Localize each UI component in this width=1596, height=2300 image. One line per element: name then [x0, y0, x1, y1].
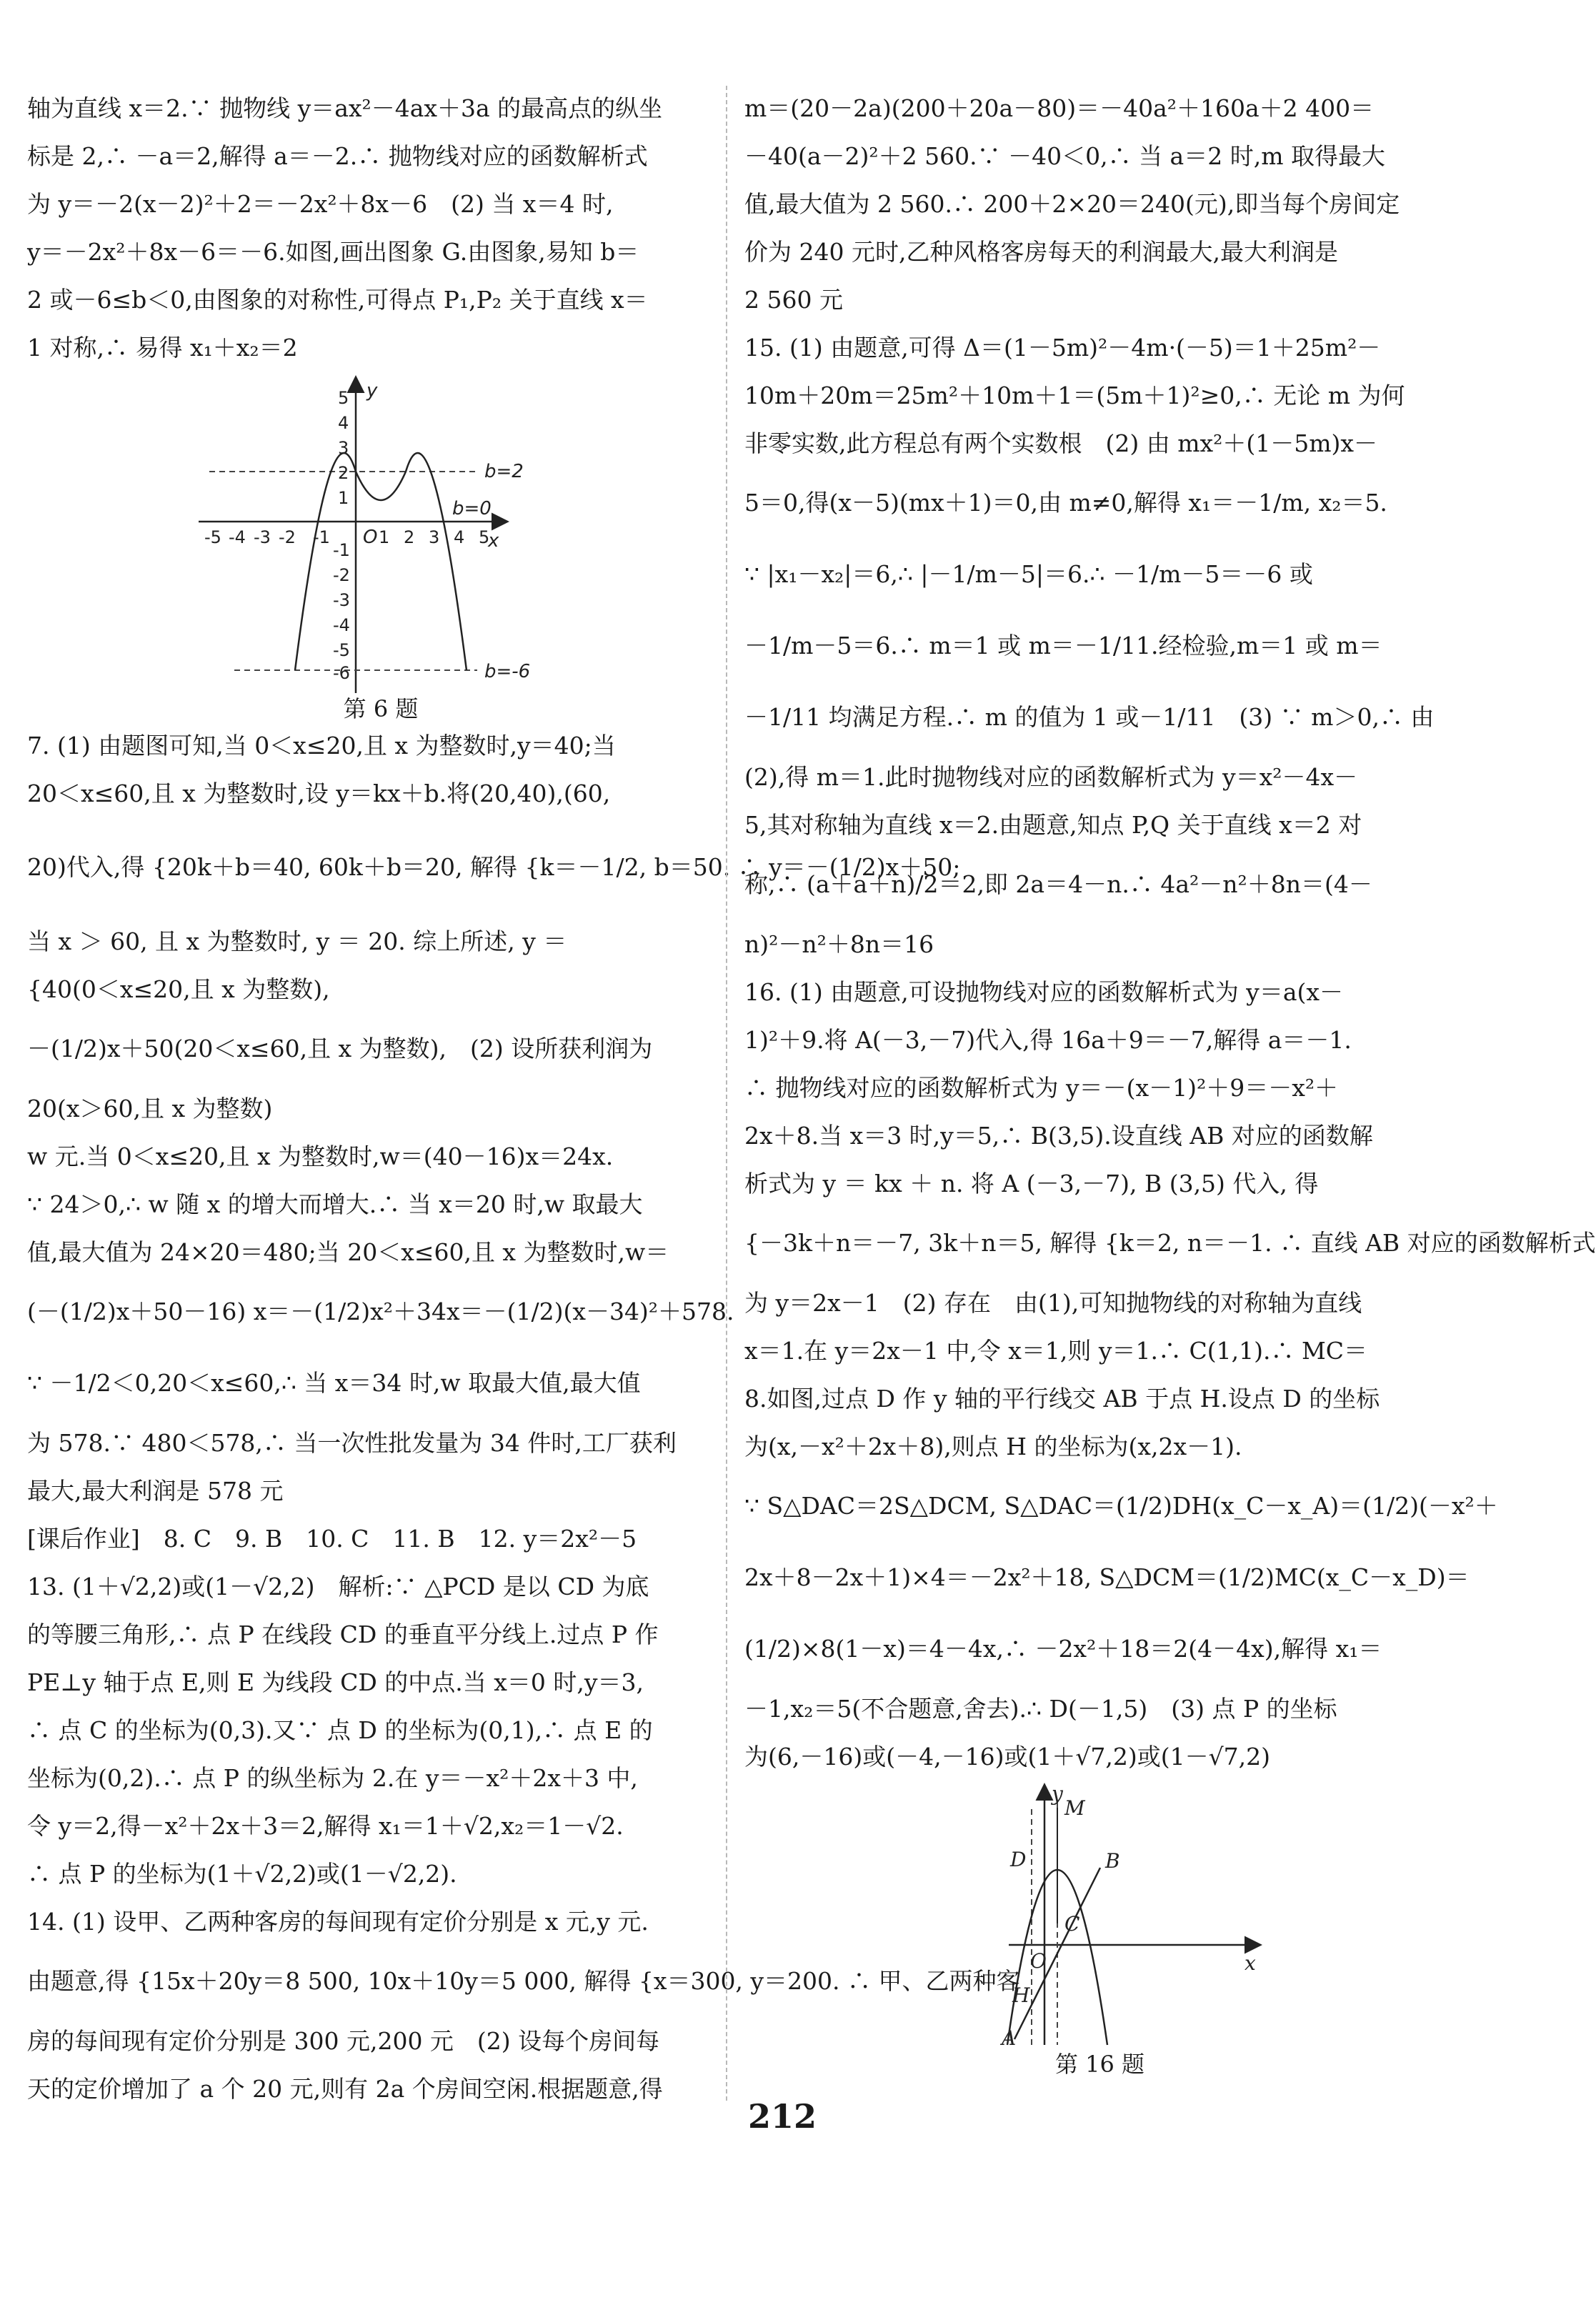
- x-tick: 1: [379, 527, 390, 547]
- text-line: ∵ |x₁－x₂|＝6,∴ |－1/m－5|＝6.∴ －1/m－5＝－6 或: [744, 560, 1313, 588]
- figure-q6: [27, 372, 734, 722]
- q15-answer-text: [744, 324, 1455, 968]
- text-line: ∵ －1/2＜0,20＜x≤60,∴ 当 x＝34 时,w 取最大值,最大值: [27, 1369, 641, 1397]
- text-line: 值,最大值为 24×20＝480;当 20＜x≤60,且 x 为整数时,w＝: [27, 1238, 669, 1266]
- text-line: PE⊥y 轴于点 E,则 E 为线段 CD 的中点.当 x＝0 时,y＝3,: [27, 1668, 644, 1696]
- q6-answer-text: [27, 84, 734, 372]
- text-line: 14. (1) 设甲、乙两种客房的每间现有定价分别是 x 元,y 元.: [27, 1908, 649, 1936]
- q14-continued-text: [744, 84, 1455, 324]
- figure-q6-graph: [27, 372, 734, 693]
- text-line: 非零实数,此方程总有两个实数根 (2) 由 mx²＋(1－5m)x－: [744, 429, 1377, 457]
- y-tick: -5: [333, 640, 350, 660]
- text-line: 20(x＞60,且 x 为整数): [27, 1095, 273, 1122]
- text-line: 1)²＋9.将 A(－3,－7)代入,得 16a＋9＝－7,解得 a＝－1.: [744, 1026, 1352, 1054]
- y-axis-label: y: [366, 380, 378, 402]
- text-line: {－3k＋n＝－7, 3k＋n＝5, 解得 {k＝2, n＝－1. ∴ 直线 AB 对应的函数解析式: [744, 1229, 1596, 1257]
- text-line: 1 对称,∴ 易得 x₁＋x₂＝2: [27, 334, 298, 362]
- text-line: x＝1.在 y＝2x－1 中,令 x＝1,则 y＝1.∴ C(1,1).∴ MC＝: [744, 1337, 1368, 1365]
- text-line: 2x＋8.当 x＝3 时,y＝5,∴ B(3,5).设直线 AB 对应的函数解: [744, 1122, 1373, 1150]
- text-line: (1/2)×8(1－x)＝4－4x,∴ －2x²＋18＝2(4－4x),解得 x₁＝: [744, 1635, 1382, 1663]
- text-line: 标是 2,∴ －a＝2,解得 a＝－2.∴ 抛物线对应的函数解析式: [27, 142, 648, 170]
- y-tick: -1: [333, 540, 350, 560]
- text-line: 称,∴ (a＋a＋n)/2＝2,即 2a＝4－n.∴ 4a²－n²＋8n＝(4－: [744, 870, 1372, 898]
- figure-caption: 第 6 题: [343, 695, 419, 722]
- figure-caption: 第 16 题: [1054, 2051, 1145, 2078]
- line-label: b=2: [484, 461, 524, 482]
- text-line: 8.如图,过点 D 作 y 轴的平行线交 AB 于点 H.设点 D 的坐标: [744, 1385, 1380, 1413]
- q14-answer-text: [27, 1898, 1020, 2113]
- text-line: 房的每间现有定价分别是 300 元,200 元 (2) 设每个房间每: [27, 2027, 660, 2055]
- y-tick: 4: [338, 413, 349, 433]
- text-line: y＝－2x²＋8x－6＝－6.如图,画出图象 G.由图象,易知 b＝: [27, 238, 639, 266]
- x-tick: 4: [454, 527, 465, 547]
- column-divider: [726, 86, 727, 2101]
- text-line: m＝(20－2a)(200＋20a－80)＝－40a²＋160a＋2 400＝: [744, 94, 1375, 122]
- text-line: 值,最大值为 2 560.∴ 200＋2×20＝240(元),即当每个房间定: [744, 190, 1400, 218]
- text-line: 20)代入,得 {20k＋b＝40, 60k＋b＝20, 解得 {k＝－1/2, b＝50. ∴ y＝－(1/2)x＋50;: [27, 853, 961, 881]
- figure-q16-graph: [744, 1781, 1455, 2048]
- text-line: ∴ 点 C 的坐标为(0,3).又∵ 点 D 的坐标为(0,1),∴ 点 E 的: [27, 1716, 653, 1744]
- x-tick: 5: [479, 527, 490, 547]
- x-tick: -4: [229, 527, 246, 547]
- text-line: 7. (1) 由题图可知,当 0＜x≤20,且 x 为整数时,y＝40;当: [27, 732, 616, 760]
- point-label: x: [1245, 1951, 1256, 1975]
- text-line: 为 y＝2x－1 (2) 存在 由(1),可知抛物线的对称轴为直线: [744, 1289, 1362, 1317]
- point-label: M: [1064, 1796, 1085, 1820]
- text-line: 天的定价增加了 a 个 20 元,则有 2a 个房间空闲.根据题意,得: [27, 2075, 663, 2103]
- y-tick: -2: [333, 565, 350, 585]
- line-label: b=-6: [484, 661, 531, 682]
- point-label: O: [1030, 1949, 1047, 1973]
- text-line: 由题意,得 {15x＋20y＝8 500, 10x＋10y＝5 000, 解得 {x＝300, y＝200. ∴ 甲、乙两种客: [27, 1967, 1020, 1995]
- point-label: C: [1064, 1912, 1080, 1936]
- text-line: －1,x₂＝5(不合题意,舍去).∴ D(－1,5) (3) 点 P 的坐标: [744, 1695, 1337, 1723]
- text-line: ∵ S△DAC＝2S△DCM, S△DAC＝(1/2)DH(x_C－x_A)＝(1/2)(－x²＋: [744, 1492, 1498, 1520]
- y-tick: 2: [338, 463, 349, 483]
- q13-answer-text: [27, 1563, 734, 1898]
- text-line: 13. (1＋√2,2)或(1－√2,2) 解析:∵ △PCD 是以 CD 为底: [27, 1573, 649, 1600]
- text-line: 坐标为(0,2).∴ 点 P 的纵坐标为 2.在 y＝－x²＋2x＋3 中,: [27, 1764, 638, 1792]
- text-line: 析式为 y ＝ kx ＋ n. 将 A (－3,－7), B (3,5) 代入, 得: [744, 1170, 1319, 1198]
- text-line: (－(1/2)x＋50－16) x＝－(1/2)x²＋34x＝－(1/2)(x－34)²＋578.: [27, 1298, 734, 1325]
- text-line: n)²－n²＋8n＝16: [744, 930, 934, 958]
- text-line: 2x＋8－2x＋1)×4＝－2x²＋18, S△DCM＝(1/2)MC(x_C－x_D)＝: [744, 1563, 1470, 1591]
- y-tick: 5: [338, 388, 349, 408]
- text-line: 为(6,－16)或(－4,－16)或(1＋√7,2)或(1－√7,2): [744, 1743, 1270, 1771]
- x-tick: 2: [404, 527, 415, 547]
- text-line: 令 y＝2,得－x²＋2x＋3＝2,解得 x₁＝1＋√2,x₂＝1－√2.: [27, 1812, 624, 1840]
- text-line: 为(x,－x²＋2x＋8),则点 H 的坐标为(x,2x－1).: [744, 1433, 1242, 1460]
- text-line: 2 560 元: [744, 286, 843, 314]
- page-number: 212: [747, 2097, 817, 2136]
- text-line: －1/11 均满足方程.∴ m 的值为 1 或－1/11 (3) ∵ m＞0,∴ 由: [744, 703, 1435, 731]
- text-line: 16. (1) 由题意,可设抛物线对应的函数解析式为 y＝a(x－: [744, 978, 1343, 1006]
- text-line: (2),得 m＝1.此时抛物线对应的函数解析式为 y＝x²－4x－: [744, 763, 1358, 791]
- text-line: {40(0＜x≤20,且 x 为整数),: [27, 975, 330, 1003]
- text-line: 20＜x≤60,且 x 为整数时,设 y＝kx＋b.将(20,40),(60,: [27, 780, 611, 807]
- text-line: ∴ 点 P 的坐标为(1＋√2,2)或(1－√2,2).: [27, 1860, 457, 1888]
- text-line: 的等腰三角形,∴ 点 P 在线段 CD 的垂直平分线上.过点 P 作: [27, 1621, 659, 1648]
- homework-answers: [课后作业] 8. C 9. B 10. C 11. B 12. y＝2x²－5: [27, 1525, 637, 1553]
- point-label: y: [1052, 1782, 1063, 1806]
- y-tick: -6: [333, 663, 350, 683]
- x-tick: -3: [254, 527, 271, 547]
- text-line: 10m＋20m＝25m²＋10m＋1＝(5m＋1)²≥0,∴ 无论 m 为何: [744, 382, 1405, 409]
- point-label: H: [1012, 1983, 1030, 2007]
- text-line: 2 或－6≤b＜0,由图象的对称性,可得点 P₁,P₂ 关于直线 x＝: [27, 286, 648, 314]
- text-line: ∴ 抛物线对应的函数解析式为 y＝－(x－1)²＋9＝－x²＋: [744, 1074, 1339, 1102]
- line-label: b=0: [452, 498, 492, 519]
- x-tick: 3: [429, 527, 440, 547]
- point-label: D: [1010, 1848, 1027, 1871]
- q16-answer-text: [744, 968, 1596, 1781]
- text-line: 最大,最大利润是 578 元: [27, 1477, 284, 1505]
- figure-q16: [744, 1781, 1455, 2081]
- point-label: A: [1002, 2026, 1017, 2050]
- text-line: 5＝0,得(x－5)(mx＋1)＝0,由 m≠0,解得 x₁＝－1/m, x₂＝5.: [744, 489, 1387, 517]
- x-tick: -5: [204, 527, 221, 547]
- x-axis-label: x: [488, 530, 499, 552]
- text-line: －(1/2)x＋50(20＜x≤60,且 x 为整数), (2) 设所获利润为: [27, 1035, 653, 1062]
- text-line: －40(a－2)²＋2 560.∵ －40＜0,∴ 当 a＝2 时,m 取得最大: [744, 142, 1385, 170]
- curve-g: [295, 453, 467, 670]
- y-tick: 1: [338, 488, 349, 508]
- text-line: 15. (1) 由题意,可得 Δ＝(1－5m)²－4m·(－5)＝1＋25m²－: [744, 334, 1381, 362]
- text-line: 轴为直线 x＝2.∵ 抛物线 y＝ax²－4ax＋3a 的最高点的纵坐: [27, 94, 663, 122]
- point-label: B: [1105, 1849, 1120, 1873]
- y-tick: 3: [338, 438, 349, 458]
- text-line: 为 578.∵ 480＜578,∴ 当一次性批发量为 34 件时,工厂获利: [27, 1429, 677, 1457]
- y-tick: -3: [333, 590, 350, 610]
- text-line: ∵ 24＞0,∴ w 随 x 的增大而增大.∴ 当 x＝20 时,w 取最大: [27, 1190, 643, 1218]
- x-tick: -2: [279, 527, 296, 547]
- right-column: [744, 84, 1596, 2081]
- text-line: 5,其对称轴为直线 x＝2.由题意,知点 P,Q 关于直线 x＝2 对: [744, 811, 1362, 839]
- text-line: 为 y＝－2(x－2)²＋2＝－2x²＋8x－6 (2) 当 x＝4 时,: [27, 190, 614, 218]
- text-line: w 元.当 0＜x≤20,且 x 为整数时,w＝(40－16)x＝24x.: [27, 1142, 614, 1170]
- x-tick: -1: [313, 527, 330, 547]
- y-tick: -4: [333, 615, 350, 635]
- text-line: －1/m－5＝6.∴ m＝1 或 m＝－1/11.经检验,m＝1 或 m＝: [744, 632, 1382, 659]
- text-line: 当 x ＞ 60, 且 x 为整数时, y ＝ 20. 综上所述, y ＝: [27, 927, 567, 955]
- origin-label: O: [363, 527, 378, 548]
- text-line: 价为 240 元时,乙种风格客房每天的利润最大,最大利润是: [744, 238, 1338, 266]
